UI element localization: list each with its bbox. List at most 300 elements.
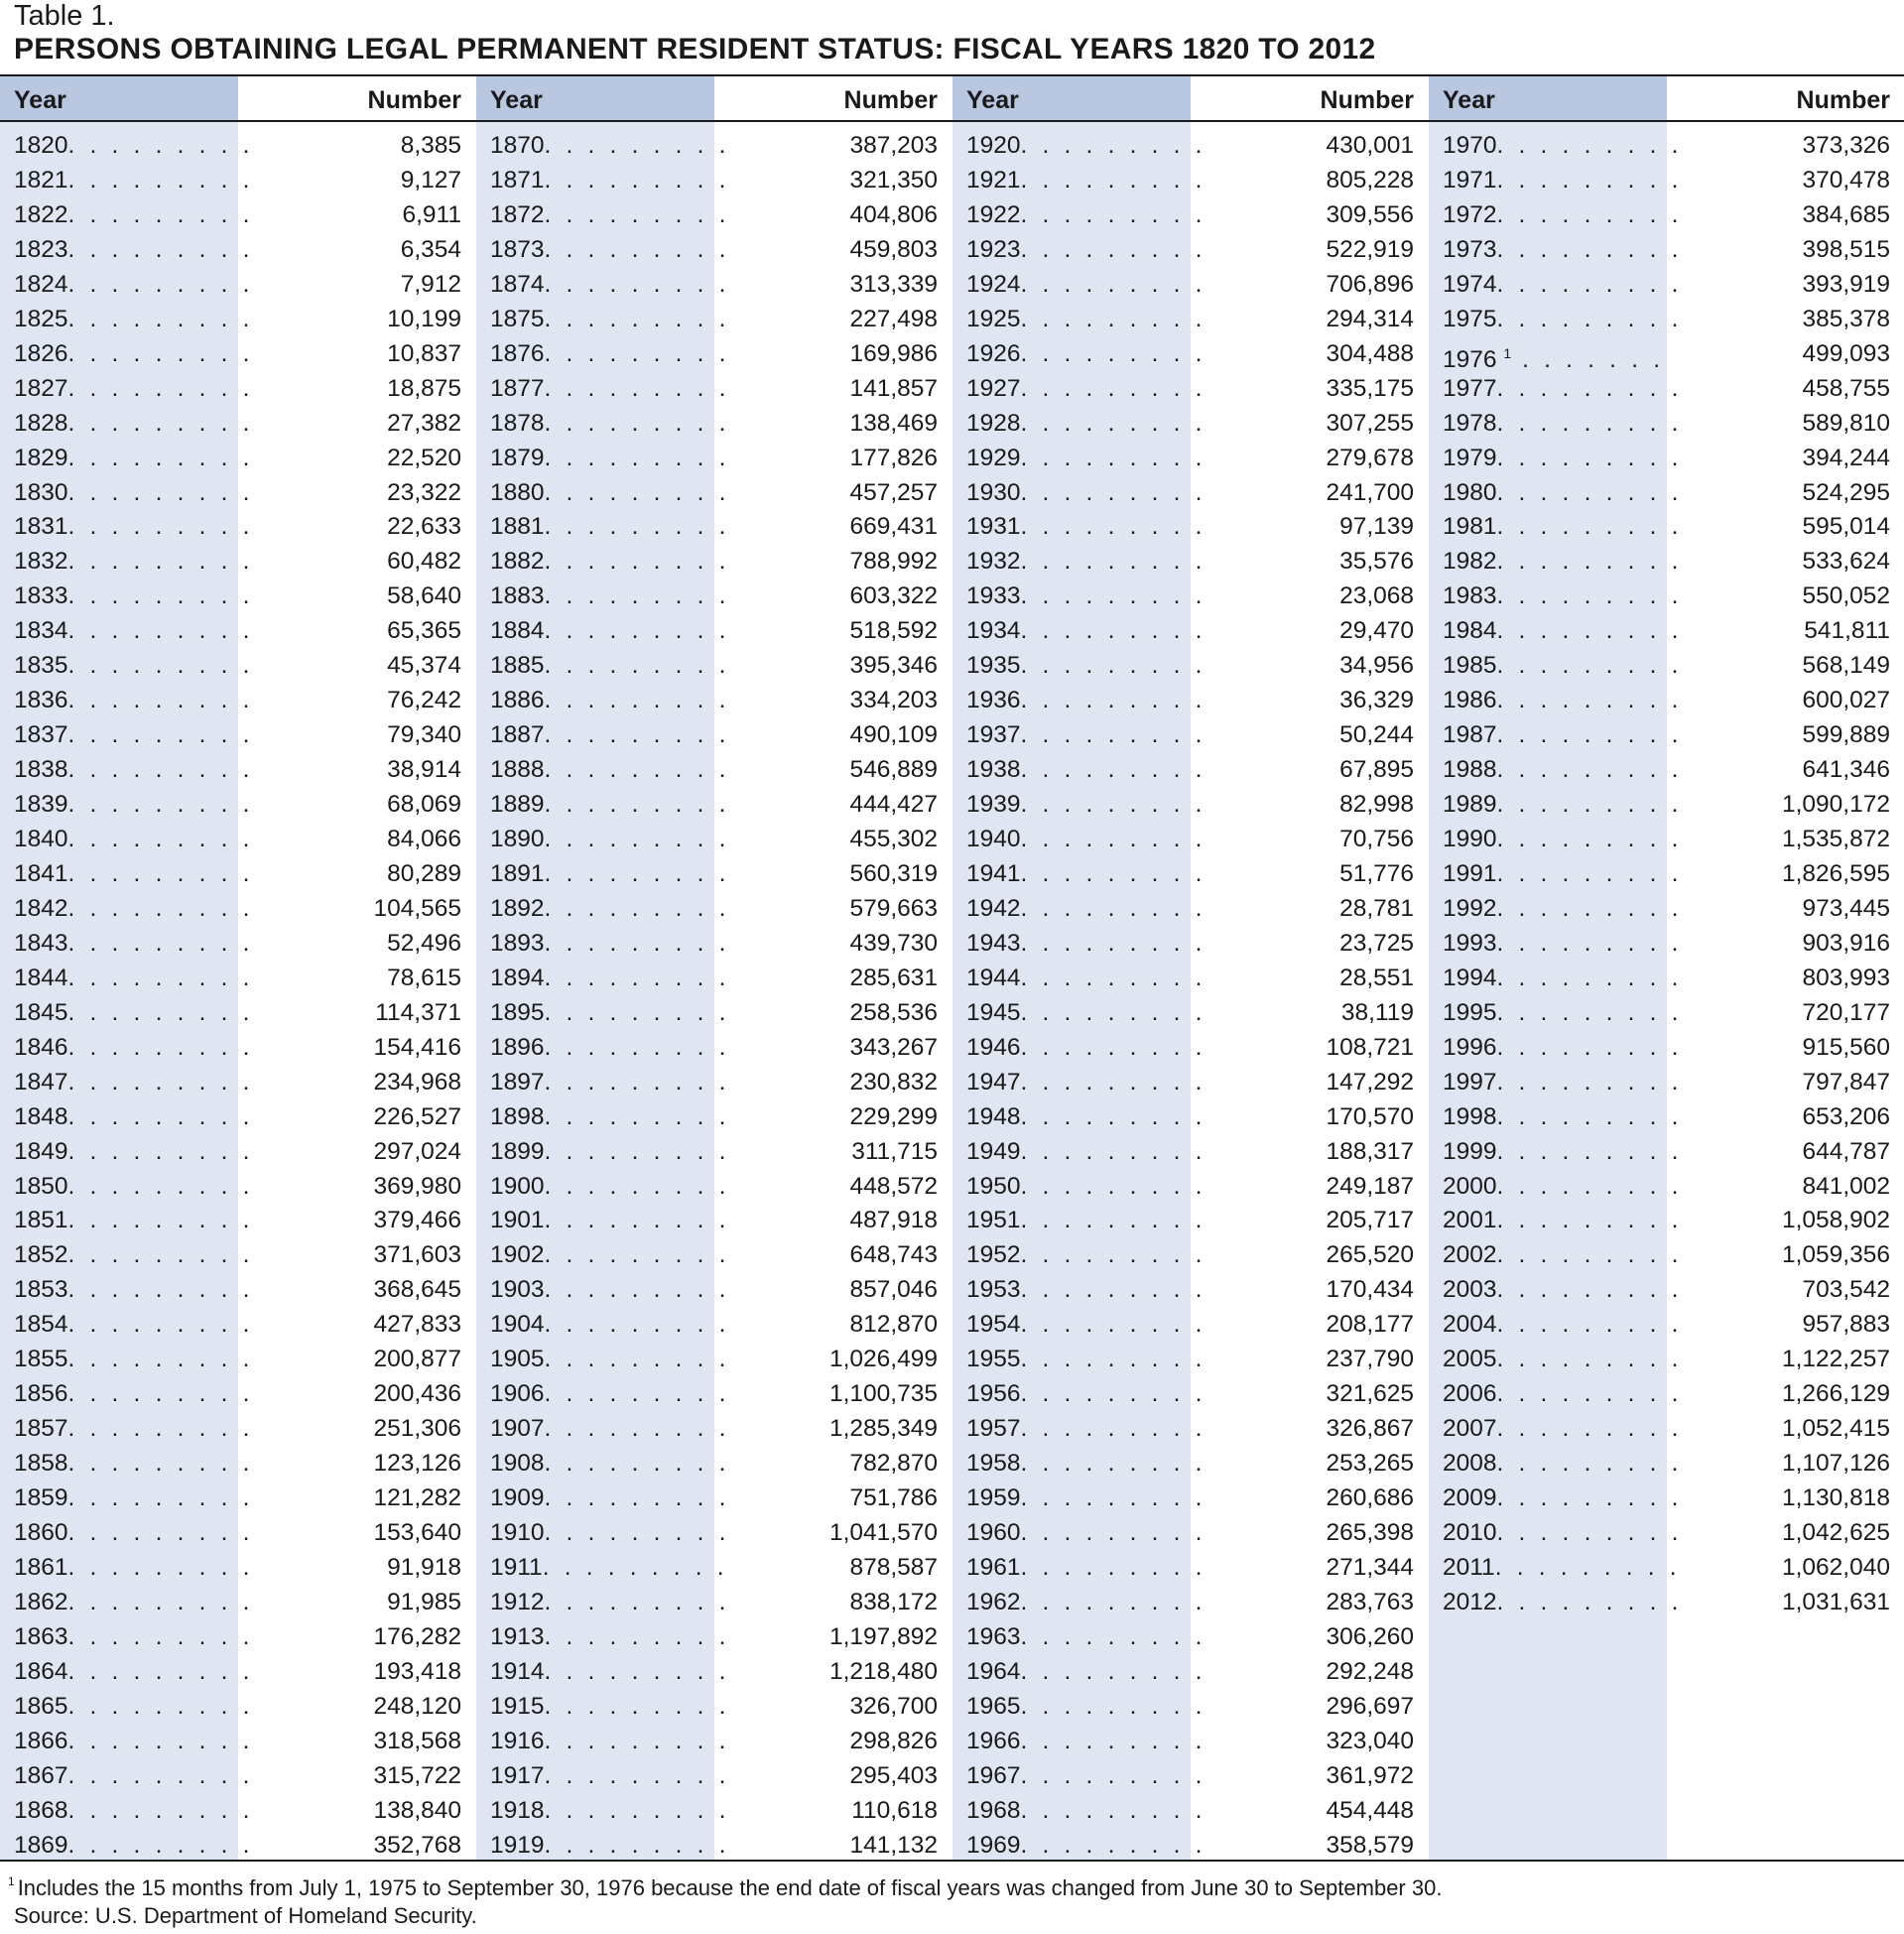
number-cell: 307,255 <box>1326 409 1414 437</box>
number-cell: 335,175 <box>1326 374 1414 402</box>
leader-dots: . . . . . . . . . <box>1020 1727 1206 1754</box>
table-row <box>476 1376 952 1411</box>
table-row <box>0 1585 475 1619</box>
table-row <box>476 891 952 926</box>
leader-dots: . . . . . . . . . <box>544 1588 730 1615</box>
leader-dots: . . . . . . . . . <box>1496 548 1683 576</box>
year-value: 1889 <box>490 791 545 819</box>
year-cell <box>1443 1030 1683 1065</box>
number-cell: 23,725 <box>1339 929 1414 957</box>
year-cell <box>490 336 730 371</box>
table-row <box>476 509 952 544</box>
year-cell <box>490 441 730 475</box>
table-row <box>952 1307 1428 1342</box>
year-value: 1881 <box>490 513 545 541</box>
number-cell: 22,520 <box>387 444 461 471</box>
number-cell: 321,350 <box>849 166 938 193</box>
table-row <box>476 1099 952 1134</box>
year-cell <box>490 128 730 163</box>
table-row <box>952 1724 1428 1758</box>
year-value: 1842 <box>14 894 68 922</box>
leader-dots: . . . . . . . . . <box>544 1727 730 1754</box>
leader-dots: . . . . . . . . . <box>1020 1415 1206 1443</box>
leader-dots: . . . . . . . . . <box>1020 1692 1206 1720</box>
table-row <box>0 1411 475 1446</box>
table-row <box>0 683 475 717</box>
year-cell <box>490 1134 730 1169</box>
year-value: 1882 <box>490 548 545 576</box>
year-value: 1990 <box>1443 826 1497 852</box>
leader-dots: . . . . . . . . . <box>1020 200 1206 228</box>
year-value: 1974 <box>1443 270 1497 298</box>
leader-dots: . . . . . . . . . <box>544 409 730 437</box>
year-value: 2012 <box>1443 1588 1497 1615</box>
number-cell: 1,826,595 <box>1782 859 1890 887</box>
leader-dots: . . . . . . . . . <box>544 513 730 541</box>
table-row <box>952 371 1428 406</box>
table-row <box>1429 1376 1904 1411</box>
year-cell <box>14 1515 254 1550</box>
year-value: 1868 <box>14 1796 68 1824</box>
number-cell: 279,678 <box>1326 444 1414 471</box>
year-value: 1995 <box>1443 998 1497 1026</box>
leader-dots: . . . . . . . . . <box>1020 305 1206 332</box>
leader-dots: . . . . . . . . . <box>544 1692 730 1720</box>
table-row <box>476 163 952 197</box>
number-cell: 154,416 <box>373 1033 461 1061</box>
leader-dots: . . . . . . . . . <box>1496 1519 1683 1546</box>
table-row <box>952 787 1428 822</box>
table-row <box>476 1619 952 1654</box>
year-cell <box>14 926 254 961</box>
year-value: 1876 <box>490 339 545 367</box>
year-value: 1968 <box>966 1796 1021 1824</box>
number-cell: 200,877 <box>373 1346 461 1373</box>
leader-dots: . . . . . . . . . <box>1496 1346 1683 1373</box>
table-row <box>952 1793 1428 1828</box>
year-cell <box>966 683 1206 717</box>
year-cell <box>966 1550 1206 1585</box>
year-value: 2008 <box>1443 1450 1497 1478</box>
year-cell <box>1443 197 1683 232</box>
leader-dots: . . . . . . . . . <box>1496 894 1683 922</box>
leader-dots: . . . . . . . . . <box>1496 756 1683 784</box>
leader-dots: . . . . . . . . . <box>1020 374 1206 402</box>
leader-dots: . . . . . . . . . <box>544 235 730 263</box>
year-cell <box>14 1134 254 1169</box>
year-value: 1860 <box>14 1519 68 1546</box>
leader-dots: . . . . . . . . . <box>1020 478 1206 506</box>
number-cell: 29,470 <box>1339 617 1414 645</box>
table-row <box>476 787 952 822</box>
year-value: 1833 <box>14 582 68 610</box>
year-value: 1907 <box>490 1415 545 1443</box>
year-value: 1933 <box>966 582 1021 610</box>
year-value: 1873 <box>490 235 545 263</box>
number-cell: 108,721 <box>1326 1033 1414 1061</box>
year-cell <box>1443 822 1683 856</box>
leader-dots: . . . . . . . . . <box>1496 1484 1683 1512</box>
year-value: 1928 <box>966 409 1021 437</box>
year-cell <box>966 1481 1206 1515</box>
leader-dots: . . . . . . . . . <box>1496 998 1683 1026</box>
year-cell <box>966 1758 1206 1793</box>
leader-dots: . . . . . . . . . <box>1496 1172 1683 1200</box>
leader-dots: . . . . . . . . . <box>1496 200 1683 228</box>
leader-dots: . . . . . . . . . <box>67 166 254 193</box>
year-cell <box>966 1515 1206 1550</box>
year-value: 1886 <box>490 687 545 714</box>
number-cell: 193,418 <box>373 1657 461 1685</box>
table-row <box>1429 856 1904 891</box>
number-cell: 313,339 <box>849 270 938 298</box>
leader-dots: . . . . . . . . . <box>1020 1831 1206 1859</box>
year-cell <box>966 1203 1206 1237</box>
leader-dots: . . . . . . . . . <box>544 444 730 471</box>
table-row <box>952 1169 1428 1204</box>
year-value: 1827 <box>14 374 68 402</box>
leader-dots: . . . . . . . . . <box>67 513 254 541</box>
year-cell <box>490 267 730 302</box>
year-cell <box>490 683 730 717</box>
number-cell: 568,149 <box>1802 652 1890 680</box>
leader-dots: . . . . . . . . . <box>1496 617 1683 645</box>
year-value: 1975 <box>1443 305 1497 332</box>
year-value: 1983 <box>1443 582 1497 610</box>
year-value: 1893 <box>490 929 545 957</box>
leader-dots: . . . . . . . . . <box>1496 374 1683 402</box>
year-cell <box>966 371 1206 406</box>
leader-dots: . . . . . . . . . <box>1020 548 1206 576</box>
year-value: 1943 <box>966 929 1021 957</box>
year-value: 1925 <box>966 305 1021 332</box>
number-cell: 304,488 <box>1326 339 1414 367</box>
number-cell: 782,870 <box>849 1450 938 1478</box>
number-cell: 249,187 <box>1326 1172 1414 1200</box>
year-value: 1976 <box>1443 345 1497 373</box>
table-row <box>1429 1550 1904 1585</box>
leader-dots: . . . . . . . . . <box>1020 1553 1206 1581</box>
table-row <box>476 648 952 683</box>
year-value: 1825 <box>14 305 68 332</box>
number-cell: 22,633 <box>387 513 461 541</box>
number-cell: 23,068 <box>1339 582 1414 610</box>
leader-dots: . . . . . . . . . <box>1020 513 1206 541</box>
number-cell: 805,228 <box>1326 166 1414 193</box>
year-cell <box>490 1654 730 1689</box>
year-cell <box>1443 961 1683 995</box>
year-value: 1864 <box>14 1657 68 1685</box>
year-cell <box>966 406 1206 441</box>
leader-dots: . . . . . . . . . <box>1496 478 1683 506</box>
year-value: 1832 <box>14 548 68 576</box>
number-cell: 395,346 <box>849 652 938 680</box>
number-cell: 84,066 <box>387 826 461 852</box>
table-row <box>1429 961 1904 995</box>
leader-dots: . . . . . . . . . <box>67 1415 254 1443</box>
year-value: 1847 <box>14 1068 68 1096</box>
table-row <box>952 128 1428 163</box>
number-cell: 797,847 <box>1802 1068 1890 1096</box>
number-cell: 68,069 <box>387 791 461 819</box>
year-cell <box>966 267 1206 302</box>
table-row <box>1429 197 1904 232</box>
year-cell <box>14 1272 254 1307</box>
number-cell: 812,870 <box>849 1311 938 1339</box>
year-value: 2002 <box>1443 1241 1497 1269</box>
year-cell <box>490 1689 730 1724</box>
number-cell: 444,427 <box>849 791 938 819</box>
table-row <box>1429 302 1904 336</box>
leader-dots: . . . . . . . . . <box>1496 1276 1683 1304</box>
year-cell <box>490 232 730 267</box>
year-cell <box>966 1237 1206 1272</box>
year-value: 1945 <box>966 998 1021 1026</box>
leader-dots: . . . . . . . . . <box>67 617 254 645</box>
year-value: 1871 <box>490 166 545 193</box>
year-cell <box>1443 1203 1683 1237</box>
table-row <box>476 1272 952 1307</box>
year-cell <box>1443 1237 1683 1272</box>
column-group <box>952 76 1428 1860</box>
leader-dots: . . . . . . . . . <box>67 1276 254 1304</box>
year-value: 1984 <box>1443 617 1497 645</box>
table-row <box>476 683 952 717</box>
year-cell <box>490 1203 730 1237</box>
year-cell <box>966 648 1206 683</box>
year-value: 1936 <box>966 687 1021 714</box>
year-cell <box>1443 787 1683 822</box>
year-cell <box>490 961 730 995</box>
number-cell: 788,992 <box>849 548 938 576</box>
year-value: 1850 <box>14 1172 68 1200</box>
table-row <box>1429 1307 1904 1342</box>
number-cell: 114,371 <box>375 998 461 1026</box>
number-cell: 373,326 <box>1802 132 1890 159</box>
year-value: 1958 <box>966 1450 1021 1478</box>
year-value: 1973 <box>1443 235 1497 263</box>
table-row <box>476 1724 952 1758</box>
leader-dots: . . . . . . . . . <box>1496 1068 1683 1096</box>
year-cell <box>1443 1307 1683 1342</box>
number-cell: 318,568 <box>373 1727 461 1754</box>
number-cell: 123,126 <box>373 1450 461 1478</box>
table-row <box>952 1342 1428 1376</box>
number-cell: 38,914 <box>387 756 461 784</box>
table-row <box>476 579 952 613</box>
year-cell <box>490 856 730 891</box>
number-cell: 241,700 <box>1326 478 1414 506</box>
leader-dots: . . . . . . . . . <box>544 617 730 645</box>
table-row <box>0 648 475 683</box>
leader-dots: . . . . . . . . . <box>1020 1484 1206 1512</box>
year-value: 1849 <box>14 1137 68 1165</box>
leader-dots: . . . . . . . . . <box>1020 1068 1206 1096</box>
year-value: 1966 <box>966 1727 1021 1754</box>
number-cell: 518,592 <box>849 617 938 645</box>
year-value: 1962 <box>966 1588 1021 1615</box>
year-cell <box>490 1446 730 1481</box>
number-cell: 138,840 <box>373 1796 461 1824</box>
table-title: PERSONS OBTAINING LEGAL PERMANENT RESIDENT STATUS: FISCAL YEARS 1820 TO 2012 <box>14 33 1376 65</box>
leader-dots: . . . . . . . . . <box>1020 1380 1206 1408</box>
leader-dots: . . . . . . . . . <box>544 1311 730 1339</box>
table-row <box>952 961 1428 995</box>
year-cell <box>1443 544 1683 579</box>
table-row <box>1429 267 1904 302</box>
number-cell: 229,299 <box>849 1102 938 1130</box>
leader-dots: . . . . . . . . . <box>67 1241 254 1269</box>
table-row <box>1429 1237 1904 1272</box>
year-cell <box>14 1619 254 1654</box>
table-row <box>952 822 1428 856</box>
year-value: 1858 <box>14 1450 68 1478</box>
year-cell <box>490 371 730 406</box>
leader-dots: . . . . . . . . . <box>67 1831 254 1859</box>
table-row <box>476 1689 952 1724</box>
leader-dots: . . . . . . . . . <box>544 582 730 610</box>
year-value: 2001 <box>1443 1207 1497 1234</box>
number-cell: 292,248 <box>1326 1657 1414 1685</box>
year-value: 1910 <box>490 1519 545 1546</box>
year-cell <box>490 995 730 1030</box>
year-value: 1897 <box>490 1068 545 1096</box>
table-row <box>476 752 952 787</box>
number-cell: 487,918 <box>849 1207 938 1234</box>
year-value: 1959 <box>966 1484 1021 1512</box>
number-cell: 379,466 <box>373 1207 461 1234</box>
year-value: 1863 <box>14 1622 68 1650</box>
year-cell <box>490 1065 730 1099</box>
year-value: 1972 <box>1443 200 1497 228</box>
leader-dots: . . . . . . . . . <box>1020 444 1206 471</box>
table-row <box>1429 717 1904 752</box>
number-cell: 226,527 <box>373 1102 461 1130</box>
year-value: 1954 <box>966 1311 1021 1339</box>
year-value: 1965 <box>966 1692 1021 1720</box>
year-value: 1904 <box>490 1311 545 1339</box>
table-row <box>476 406 952 441</box>
table-row <box>0 752 475 787</box>
table-row <box>476 1446 952 1481</box>
number-cell: 533,624 <box>1802 548 1890 576</box>
number-cell: 6,354 <box>400 235 461 263</box>
leader-dots: . . . . . . . . . <box>544 1207 730 1234</box>
year-value: 1845 <box>14 998 68 1026</box>
year-cell <box>490 544 730 579</box>
table-row <box>952 1446 1428 1481</box>
year-cell <box>490 1169 730 1204</box>
number-cell: 36,329 <box>1339 687 1414 714</box>
table-row <box>952 302 1428 336</box>
year-value: 1917 <box>490 1761 545 1789</box>
leader-dots: . . . . . . . . . <box>544 791 730 819</box>
number-cell: 358,579 <box>1326 1831 1414 1859</box>
year-cell <box>14 995 254 1030</box>
number-cell: 170,570 <box>1326 1102 1414 1130</box>
year-value: 1902 <box>490 1241 545 1269</box>
number-cell: 50,244 <box>1339 721 1414 749</box>
year-value: 1905 <box>490 1346 545 1373</box>
leader-dots: . . . . . . . . . <box>67 444 254 471</box>
number-cell: 170,434 <box>1326 1276 1414 1304</box>
year-cell <box>490 1585 730 1619</box>
year-value: 1841 <box>14 859 68 887</box>
table-row <box>952 648 1428 683</box>
year-value: 1915 <box>490 1692 545 1720</box>
year-value: 1951 <box>966 1207 1021 1234</box>
year-value: 2009 <box>1443 1484 1497 1512</box>
year-value: 1857 <box>14 1415 68 1443</box>
leader-dots: . . . . . . . . . <box>1020 1588 1206 1615</box>
year-cell <box>490 1828 730 1863</box>
year-cell <box>966 961 1206 995</box>
year-cell <box>14 613 254 648</box>
number-cell: 67,895 <box>1339 756 1414 784</box>
column-group <box>476 76 952 1860</box>
table-row <box>952 1376 1428 1411</box>
table-row <box>1429 1099 1904 1134</box>
number-header: Number <box>1320 86 1414 114</box>
number-cell: 27,382 <box>387 409 461 437</box>
number-cell: 188,317 <box>1326 1137 1414 1165</box>
footnote-text: Includes the 15 months from July 1, 1975 to September 30, 1976 because the end date of fiscal years was changed from June 30 to September 30. <box>17 1875 1443 1900</box>
leader-dots: . . . . . . . . . <box>1020 1172 1206 1200</box>
leader-dots: . . . . . . . . . <box>1020 1207 1206 1234</box>
year-value: 1944 <box>966 964 1021 991</box>
year-cell <box>1443 1446 1683 1481</box>
year-value: 1829 <box>14 444 68 471</box>
year-cell <box>14 1446 254 1481</box>
year-value: 1892 <box>490 894 545 922</box>
number-cell: 104,565 <box>373 894 461 922</box>
number-cell: 295,403 <box>849 1761 938 1789</box>
number-cell: 52,496 <box>387 929 461 957</box>
leader-dots: . . . . . . . . . <box>544 1415 730 1443</box>
year-value: 1900 <box>490 1172 545 1200</box>
leader-dots: . . . . . . . . . <box>67 200 254 228</box>
leader-dots: . . . . . . . . . <box>544 756 730 784</box>
year-cell <box>14 1585 254 1619</box>
year-value: 1998 <box>1443 1102 1497 1130</box>
year-value: 2011 <box>1443 1553 1495 1581</box>
year-value: 1885 <box>490 652 545 680</box>
number-cell: 455,302 <box>849 826 938 852</box>
leader-dots: . . . . . . . . . <box>67 1311 254 1339</box>
year-value: 1880 <box>490 478 545 506</box>
number-cell: 599,889 <box>1802 721 1890 749</box>
leader-dots: . . . . . . . . . <box>544 1484 730 1512</box>
year-cell <box>966 1307 1206 1342</box>
table-row <box>952 1411 1428 1446</box>
year-value: 1969 <box>966 1831 1021 1859</box>
number-cell: 457,257 <box>849 478 938 506</box>
table-row <box>1429 648 1904 683</box>
year-cell <box>1443 1550 1681 1585</box>
number-cell: 253,265 <box>1326 1450 1414 1478</box>
year-value: 1914 <box>490 1657 545 1685</box>
table-row <box>952 1203 1428 1237</box>
year-cell <box>966 128 1206 163</box>
leader-dots: . . . . . . . . . <box>1020 1276 1206 1304</box>
year-value: 1870 <box>490 132 545 159</box>
number-cell: 334,203 <box>849 687 938 714</box>
year-cell <box>14 1237 254 1272</box>
year-cell <box>14 1065 254 1099</box>
year-value: 1865 <box>14 1692 68 1720</box>
number-cell: 230,832 <box>849 1068 938 1096</box>
table-row <box>1429 371 1904 406</box>
